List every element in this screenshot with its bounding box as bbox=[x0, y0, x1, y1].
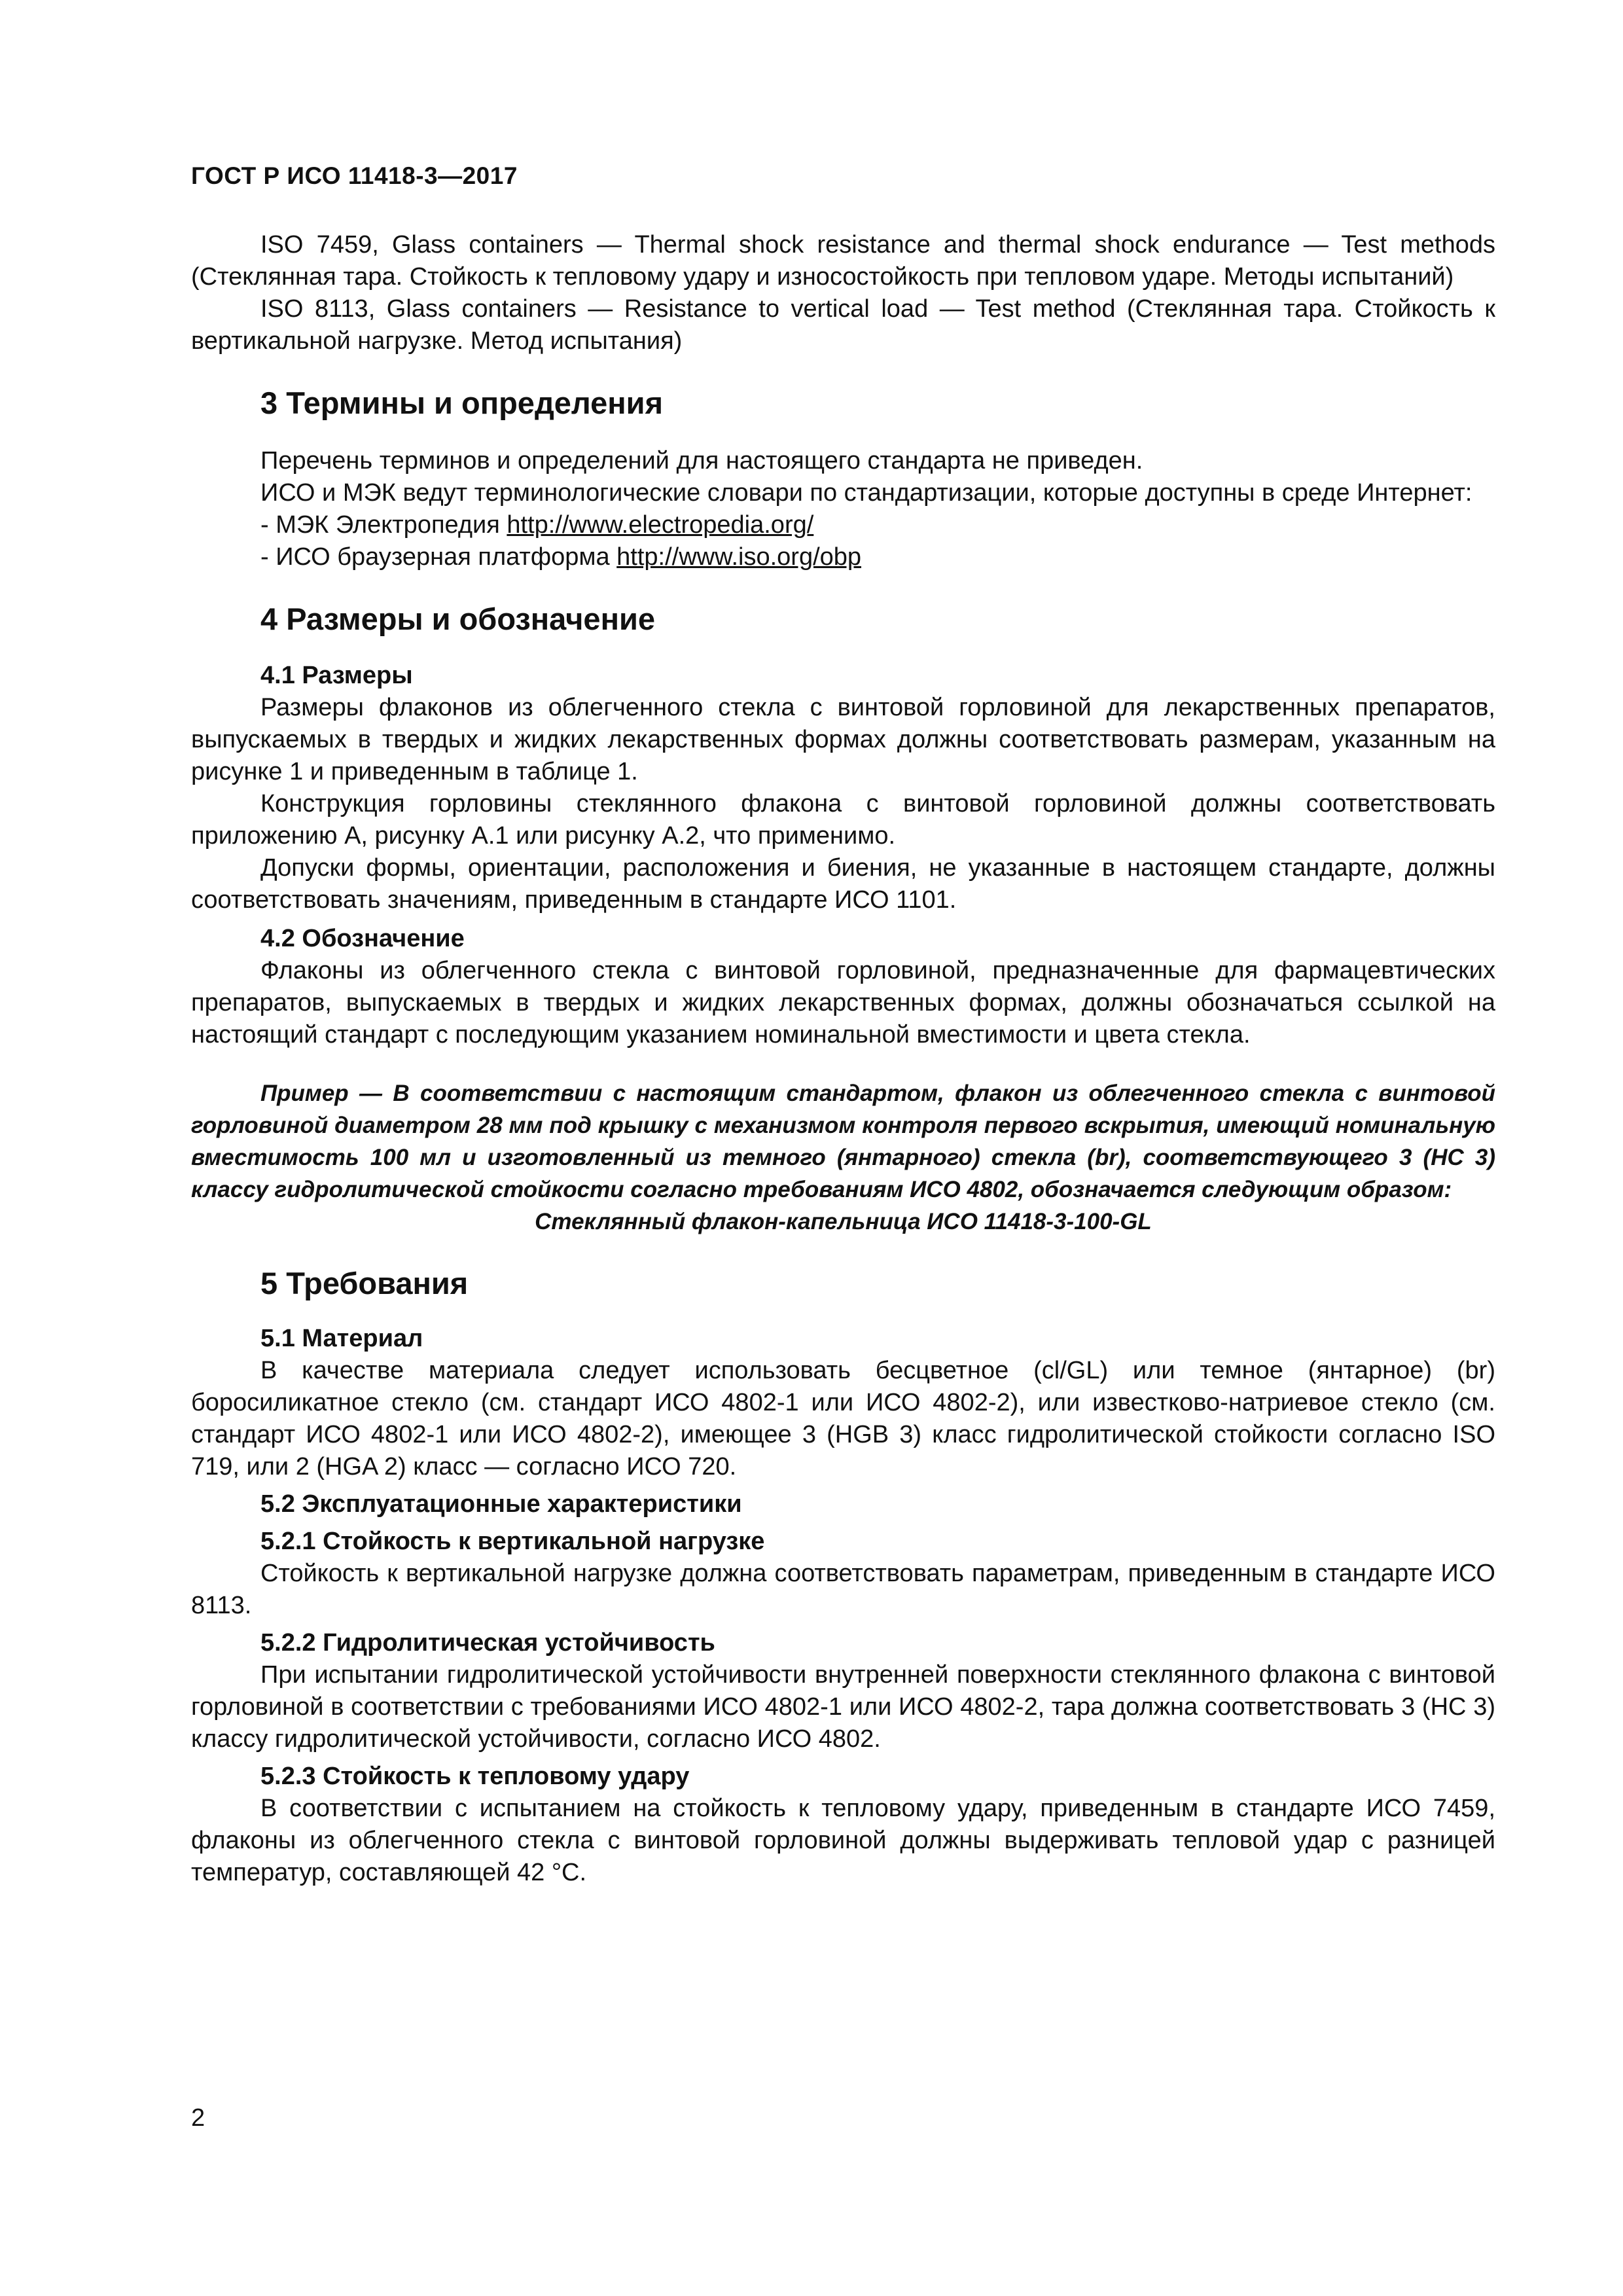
section-5-2-heading: 5.2 Эксплуатационные характеристики bbox=[260, 1490, 742, 1518]
section-4-1-heading: 4.1 Размеры bbox=[260, 662, 413, 689]
section-5-2-3-heading: 5.2.3 Стойкость к тепловому удару bbox=[260, 1763, 690, 1790]
reference-iso-8113: ISO 8113, Glass containers — Resistance to vertical load — Test method (Стеклянная тара. Стойкость к вертикальной нагрузке. Метод испытания) bbox=[191, 295, 1495, 355]
bullet-iso-obp bbox=[191, 541, 1495, 573]
electropedia-link[interactable]: http://www.electropedia.org/ bbox=[507, 511, 814, 539]
reference-iso-7459: ISO 7459, Glass containers — Thermal shock resistance and thermal shock endurance — Test methods (Стеклянная тара. Стойкость к тепловому удару и износостойкость при тепловом ударе. Методы испытаний) bbox=[191, 231, 1495, 291]
section-4-1-paragraph-2: Конструкция горловины стеклянного флакона с винтовой горловиной должны соответствовать приложению А, рисунку А.1 или рисунку А.2, что применимо. bbox=[191, 790, 1495, 850]
section-5-2-3-paragraph-1: В соответствии с испытанием на стойкость к тепловому удару, приведенным в стандарте ИСО 7459, флаконы из облегченного стекла с винтовой горловиной должны выдерживать тепловой удар с разницей температур, составляющей 42 °С. bbox=[191, 1795, 1495, 1886]
document-code-header: ГОСТ Р ИСО 11418-3—2017 bbox=[191, 162, 518, 189]
bullet-electropedia bbox=[191, 509, 1495, 541]
section-3-heading: 3 Термины и определения bbox=[260, 386, 663, 420]
section-4-heading: 4 Размеры и обозначение bbox=[260, 601, 655, 636]
section-5-heading: 5 Требования bbox=[260, 1266, 469, 1300]
section-3-paragraph-1: Перечень терминов и определений для настоящего стандарта не приведен. bbox=[260, 447, 1143, 475]
section-5-2-2-paragraph-1: При испытании гидролитической устойчивости внутренней поверхности стеклянного флакона с винтовой горловиной в соответствии с требованиями ИСО 4802-1 или ИСО 4802-2, тара должна соответствовать 3 (HC 3) классу гидролитической устойчивости, согласно ИСО 4802. bbox=[191, 1661, 1495, 1753]
section-5-2-1-paragraph-1: Стойкость к вертикальной нагрузке должна соответствовать параметрам, приведенным в стандарте ИСО 8113. bbox=[191, 1560, 1495, 1619]
section-4-1-paragraph-3: Допуски формы, ориентации, расположения и биения, не указанные в настоящем стандарте, должны соответствовать значениям, приведенным в стандарте ИСО 1101. bbox=[191, 854, 1495, 914]
section-4-2-paragraph-1: Флаконы из облегченного стекла с винтовой горловиной, предназначенные для фармацевтических препаратов, выпускаемых в твердых и жидких лекарственных формах, должны обозначаться ссылкой на настоящий стандарт с последующим указанием номинальной вместимости и цвета стекла. bbox=[191, 957, 1495, 1049]
section-3-paragraph-2: ИСО и МЭК ведут терминологические словари по стандартизации, которые доступны в среде Интернет: bbox=[260, 479, 1472, 507]
section-5-2-1-heading: 5.2.1 Стойкость к вертикальной нагрузке bbox=[260, 1528, 765, 1555]
document-body bbox=[191, 229, 1495, 1889]
bullet-electropedia-text: - МЭК Электропедия bbox=[260, 511, 507, 539]
section-4-1-paragraph-1: Размеры флаконов из облегченного стекла с винтовой горловиной для лекарственных препаратов, выпускаемых в твердых и жидких лекарственных формах должны соответствовать размерам, указанным на рисунке 1 и приведенным в таблице 1. bbox=[191, 694, 1495, 785]
designation-example-code: Стеклянный флакон-капельница ИСО 11418-3-100-GL bbox=[535, 1209, 1152, 1234]
bullet-iso-obp-text: - ИСО браузерная платформа bbox=[260, 543, 617, 571]
page-number: 2 bbox=[191, 2104, 205, 2132]
section-5-1-paragraph-1: В качестве материала следует использовать бесцветное (cl/GL) или темное (янтарное) (br) боросиликатное стекло (см. стандарт ИСО 4802-1 или ИСО 4802-2), или известково-натриевое стекло (см. стандарт ИСО 4802-1 или ИСО 4802-2), имеющее 3 (HGB 3) класс гидролитической стойкости согласно ISO 719, или 2 (HGA 2) класс — согласно ИСО 720. bbox=[191, 1357, 1495, 1480]
section-5-2-2-heading: 5.2.2 Гидролитическая устойчивость bbox=[260, 1629, 715, 1657]
section-4-2-heading: 4.2 Обозначение bbox=[260, 925, 465, 952]
section-5-1-heading: 5.1 Материал bbox=[260, 1325, 423, 1352]
iso-obp-link[interactable]: http://www.iso.org/obp bbox=[616, 543, 862, 571]
designation-example: Пример — В соответствии с настоящим стандартом, флакон из облегченного стекла с винтовой горловиной диаметром 28 мм под крышку с механизмом контроля первого вскрытия, имеющий номинальную вместимость 100 мл и изготовленный из темного (янтарного) стекла (br), соответствующего 3 (HC 3) классу гидролитической стойкости согласно требованиям ИСО 4802, обозначается следующим образом: bbox=[191, 1081, 1495, 1202]
